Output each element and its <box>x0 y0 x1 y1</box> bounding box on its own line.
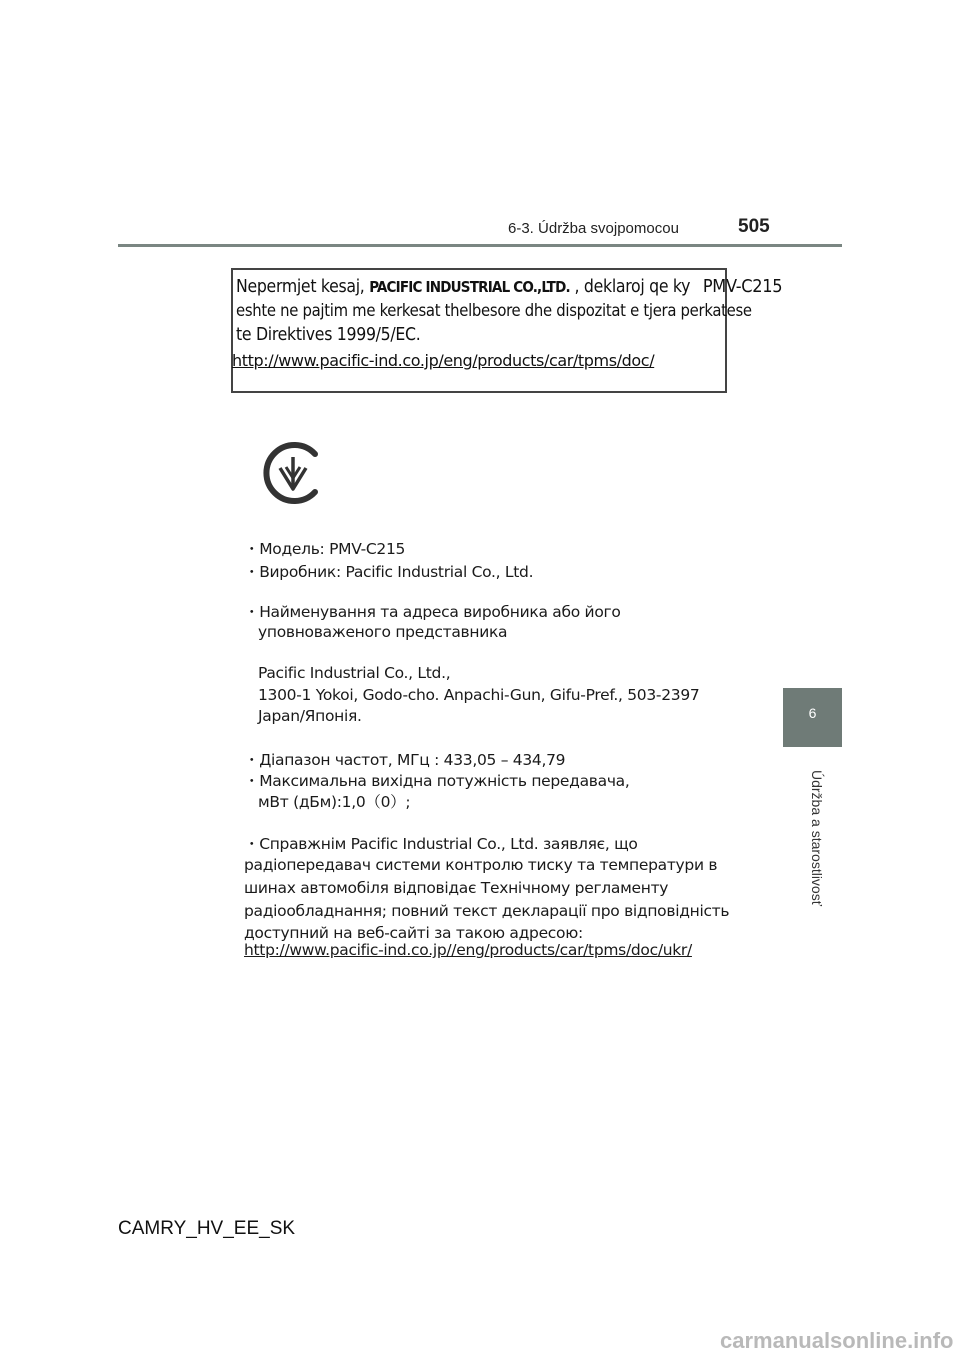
decl-company: PACIFIC INDUSTRIAL CO.,LTD. <box>369 278 570 296</box>
ua-declaration-1: ・Справжнім Pacific Industrial Co., Ltd. заявляє, що <box>244 835 638 853</box>
decl-mid: , deklaroj qe ky <box>574 277 691 297</box>
albanian-declaration-line-3: te Direktives 1999/5/EC. <box>236 325 421 345</box>
ua-declaration-4: радіообладнання; повний текст декларації про відповідність <box>244 902 730 920</box>
ua-address: 1300-1 Yokoi, Godo-cho. Anpachi-Gun, Gifu-Pref., 503-2397 <box>258 686 700 704</box>
ua-power-1: ・Максимальна вихідна потужність передавача, <box>244 772 630 790</box>
ua-name-address-1: ・Найменування та адреса виробника або його <box>244 603 621 621</box>
ua-name-address-2: уповноваженого представника <box>258 623 508 641</box>
header-rule <box>118 244 842 247</box>
watermark: carmanualsonline.info <box>720 1328 954 1353</box>
page-number: 505 <box>738 216 770 237</box>
decl-pre: Nepermjet kesaj, <box>236 277 365 297</box>
ukrainian-conformity-mark-icon <box>260 440 326 506</box>
ua-declaration-3: шинах автомобіля відповідає Технічному регламенту <box>244 879 669 897</box>
ua-declaration-2: радіопередавач системи контролю тиску та температури в <box>244 856 718 874</box>
ua-frequency: ・Діапазон частот, МГц : 433,05 – 434,79 <box>244 751 566 769</box>
chapter-tab-number: 6 <box>808 705 817 721</box>
ua-country: Japan/Японія. <box>258 707 362 725</box>
albanian-declaration-link[interactable]: http://www.pacific-ind.co.jp/eng/products/car/tpms/doc/ <box>232 351 655 370</box>
ua-power-2: мВт (дБм):1,0（0）; <box>258 793 411 811</box>
section-title: 6-3. Údržba svojpomocou <box>508 220 679 237</box>
document-code: CAMRY_HV_EE_SK <box>118 1218 296 1239</box>
albanian-declaration-line-1 <box>236 276 782 297</box>
ua-manufacturer: ・Виробник: Pacific Industrial Co., Ltd. <box>244 563 534 581</box>
ua-model: ・Модель: PMV-C215 <box>244 540 406 558</box>
ua-declaration-5: доступний на веб-сайті за такою адресою: <box>244 924 583 942</box>
albanian-declaration-line-2: eshte ne pajtim me kerkesat thelbesore dhe dispozitat e tjera perkatese <box>236 301 752 320</box>
decl-model: PMV-C215 <box>702 276 783 297</box>
chapter-tab-label: Údržba a starostlivosť <box>809 770 825 906</box>
ua-company: Pacific Industrial Co., Ltd., <box>258 664 451 682</box>
ua-declaration-link[interactable]: http://www.pacific-ind.co.jp//eng/products/car/tpms/doc/ukr/ <box>244 941 692 959</box>
